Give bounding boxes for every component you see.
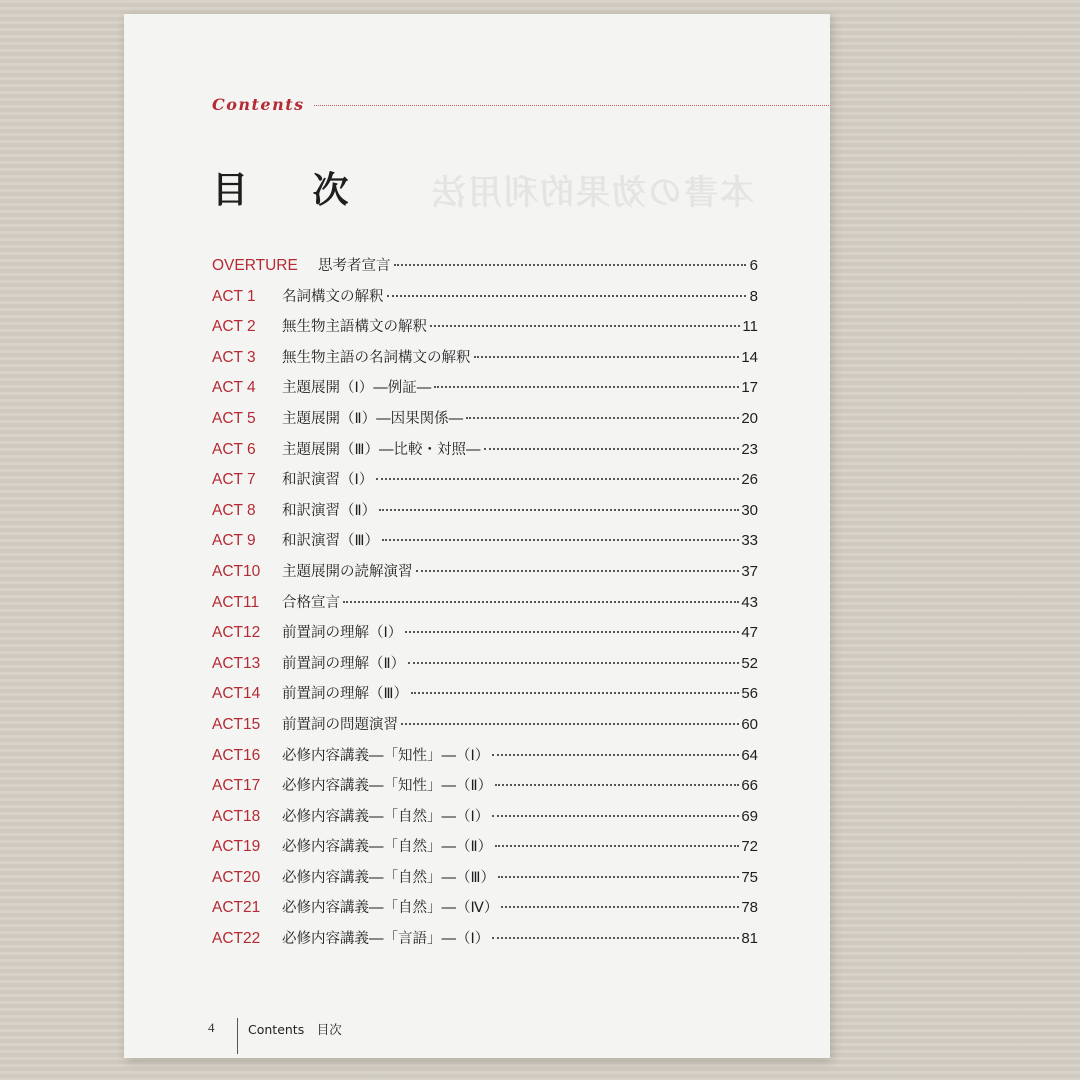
toc-entry[interactable] bbox=[212, 285, 758, 316]
toc-entry-title: 合格宣言 bbox=[282, 594, 340, 611]
page-title: 目 次 bbox=[212, 170, 375, 211]
toc-entry-label: ACT14 bbox=[212, 685, 261, 703]
toc-entry-label: ACT 2 bbox=[212, 318, 256, 336]
toc-entry[interactable] bbox=[212, 529, 758, 560]
toc-entry-title: 必修内容講義―「自然」―（Ⅰ） bbox=[282, 808, 490, 825]
toc-entry[interactable] bbox=[212, 591, 758, 622]
toc-entry-title: 主題展開（Ⅲ）―比較・対照― bbox=[282, 441, 481, 458]
dot-leader bbox=[376, 478, 739, 480]
toc-entry-page: 6 bbox=[749, 257, 758, 274]
page-number: 4 bbox=[208, 1020, 215, 1035]
table-of-contents bbox=[212, 254, 758, 958]
toc-entry-page: 30 bbox=[741, 501, 758, 519]
toc-entry-page: 37 bbox=[741, 562, 758, 580]
toc-entry[interactable] bbox=[212, 468, 758, 499]
toc-entry-label: ACT 7 bbox=[212, 471, 256, 489]
toc-entry-label: ACT18 bbox=[212, 807, 261, 825]
dot-leader bbox=[501, 906, 739, 908]
toc-entry-title: 前置詞の問題演習 bbox=[282, 716, 398, 733]
toc-entry-title: 必修内容講義―「自然」―（Ⅱ） bbox=[282, 839, 493, 856]
dot-leader bbox=[492, 815, 739, 817]
toc-entry-label: ACT17 bbox=[212, 777, 261, 795]
toc-entry[interactable] bbox=[212, 652, 758, 683]
toc-entry-page: 43 bbox=[741, 593, 758, 611]
dot-leader bbox=[430, 325, 740, 327]
toc-entry-page: 56 bbox=[741, 685, 758, 703]
toc-entry-title: 無生物主語の名詞構文の解釈 bbox=[282, 349, 471, 366]
toc-entry-title: 必修内容講義―「言語」―（Ⅰ） bbox=[282, 931, 490, 948]
toc-entry[interactable] bbox=[212, 927, 758, 958]
toc-entry[interactable] bbox=[212, 346, 758, 377]
toc-entry[interactable] bbox=[212, 682, 758, 713]
toc-entry-title: 前置詞の理解（Ⅰ） bbox=[282, 625, 403, 642]
toc-entry-title: 和訳演習（Ⅰ） bbox=[282, 472, 374, 489]
toc-entry-page: 11 bbox=[742, 318, 758, 336]
toc-entry[interactable] bbox=[212, 315, 758, 346]
running-title: Contents 目次 bbox=[248, 1022, 342, 1037]
toc-entry-page: 75 bbox=[741, 868, 758, 886]
toc-entry-label: ACT 9 bbox=[212, 532, 256, 550]
toc-entry-label: ACT12 bbox=[212, 624, 261, 642]
dot-leader bbox=[492, 937, 739, 939]
toc-entry-page: 26 bbox=[741, 471, 758, 489]
dot-leader bbox=[498, 876, 739, 878]
section-label: Contents bbox=[212, 95, 305, 114]
toc-entry-label: ACT13 bbox=[212, 654, 261, 672]
toc-entry[interactable] bbox=[212, 254, 758, 285]
toc-entry-label: ACT 3 bbox=[212, 348, 256, 366]
toc-entry-title: 思考者宣言 bbox=[318, 258, 391, 274]
dot-leader bbox=[495, 784, 739, 786]
toc-entry-title: 和訳演習（Ⅱ） bbox=[282, 502, 377, 519]
toc-entry[interactable] bbox=[212, 438, 758, 469]
toc-entry-title: 必修内容講義―「自然」―（Ⅲ） bbox=[282, 869, 495, 886]
toc-entry-page: 47 bbox=[741, 624, 758, 642]
toc-entry-page: 64 bbox=[741, 746, 758, 764]
toc-entry-label: ACT 5 bbox=[212, 409, 256, 427]
toc-entry-label: ACT22 bbox=[212, 930, 261, 948]
dot-leader bbox=[411, 692, 739, 694]
toc-entry-page: 23 bbox=[741, 440, 758, 458]
dot-leader bbox=[474, 356, 740, 358]
dot-leader bbox=[401, 723, 739, 725]
dot-leader bbox=[495, 845, 739, 847]
toc-entry[interactable] bbox=[212, 621, 758, 652]
dot-leader bbox=[434, 386, 739, 388]
toc-entry[interactable] bbox=[212, 499, 758, 530]
toc-entry[interactable] bbox=[212, 835, 758, 866]
toc-entry-page: 81 bbox=[741, 930, 758, 948]
toc-entry-title: 主題展開（Ⅰ）―例証― bbox=[282, 380, 432, 397]
toc-entry[interactable] bbox=[212, 407, 758, 438]
bleed-through-text: 本書の効果的利用法 bbox=[430, 173, 754, 213]
toc-entry-label: ACT 6 bbox=[212, 440, 256, 458]
toc-entry-page: 20 bbox=[741, 409, 758, 427]
toc-entry[interactable] bbox=[212, 866, 758, 897]
footer-divider bbox=[237, 1018, 238, 1054]
dot-leader bbox=[387, 295, 747, 297]
dot-leader bbox=[492, 754, 739, 756]
dot-leader bbox=[379, 509, 739, 511]
toc-entry-title: 主題展開（Ⅱ）―因果関係― bbox=[282, 410, 464, 427]
toc-entry-title: 前置詞の理解（Ⅲ） bbox=[282, 686, 408, 703]
toc-entry[interactable] bbox=[212, 774, 758, 805]
toc-entry-label: ACT11 bbox=[212, 593, 260, 611]
toc-entry-page: 17 bbox=[741, 379, 758, 397]
toc-entry-label: ACT19 bbox=[212, 838, 261, 856]
header-dotted-rule bbox=[314, 105, 829, 106]
toc-entry-page: 72 bbox=[741, 838, 758, 856]
toc-entry-label: ACT16 bbox=[212, 746, 261, 764]
toc-entry-page: 69 bbox=[741, 807, 758, 825]
dot-leader bbox=[484, 448, 740, 450]
toc-entry-label: ACT20 bbox=[212, 868, 261, 886]
toc-entry-page: 14 bbox=[741, 348, 758, 366]
toc-entry-title: 和訳演習（Ⅲ） bbox=[282, 533, 379, 550]
toc-entry[interactable] bbox=[212, 376, 758, 407]
toc-entry[interactable] bbox=[212, 744, 758, 775]
toc-entry-page: 8 bbox=[749, 287, 758, 305]
toc-entry-label: ACT15 bbox=[212, 715, 261, 733]
toc-entry[interactable] bbox=[212, 560, 758, 591]
toc-entry-label: ACT 4 bbox=[212, 379, 256, 397]
toc-entry-page: 60 bbox=[741, 715, 758, 733]
toc-entry[interactable] bbox=[212, 713, 758, 744]
dot-leader bbox=[408, 662, 739, 664]
toc-entry-label: ACT21 bbox=[212, 899, 261, 917]
toc-entry-title: 前置詞の理解（Ⅱ） bbox=[282, 655, 406, 672]
dot-leader bbox=[466, 417, 739, 419]
toc-entry-label: ACT 1 bbox=[212, 287, 256, 305]
toc-entry-page: 78 bbox=[741, 899, 758, 917]
toc-entry-page: 52 bbox=[741, 654, 758, 672]
toc-entry-title: 必修内容講義―「自然」―（Ⅳ） bbox=[282, 900, 499, 917]
dot-leader bbox=[382, 539, 739, 541]
toc-entry-title: 必修内容講義―「知性」―（Ⅱ） bbox=[282, 778, 493, 795]
dot-leader bbox=[394, 264, 747, 266]
toc-entry-page: 33 bbox=[741, 532, 758, 550]
toc-entry-title: 無生物主語構文の解釈 bbox=[282, 319, 427, 336]
dot-leader bbox=[405, 631, 739, 633]
toc-entry-label: ACT 8 bbox=[212, 501, 256, 519]
toc-entry[interactable] bbox=[212, 805, 758, 836]
toc-entry-label: OVERTURE bbox=[212, 257, 298, 274]
toc-entry-label: ACT10 bbox=[212, 562, 261, 580]
dot-leader bbox=[343, 601, 739, 603]
toc-entry-page: 66 bbox=[741, 777, 758, 795]
toc-entry[interactable] bbox=[212, 896, 758, 927]
section-header bbox=[212, 95, 829, 119]
dot-leader bbox=[416, 570, 740, 572]
toc-entry-title: 名詞構文の解釈 bbox=[282, 288, 384, 305]
toc-entry-title: 主題展開の読解演習 bbox=[282, 563, 413, 580]
toc-entry-title: 必修内容講義―「知性」―（Ⅰ） bbox=[282, 747, 490, 764]
